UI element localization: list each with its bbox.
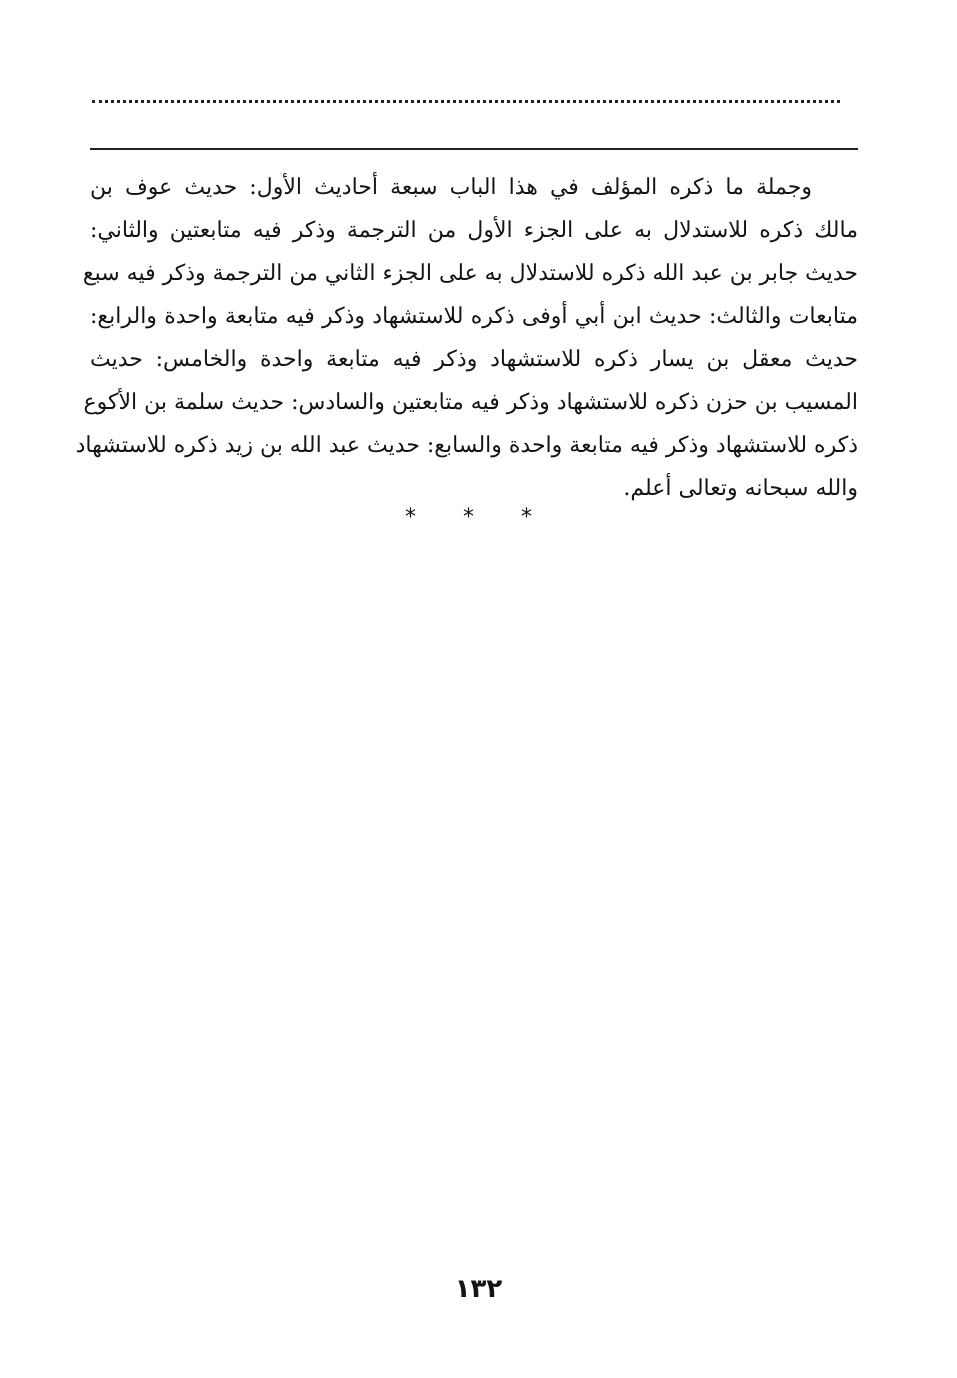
text-line: مالك ذكره للاستدلال به على الجزء الأول من الترجمة وذكر فيه متابعتين والثاني: xyxy=(90,218,858,243)
body-paragraph xyxy=(75,166,858,510)
text-line: متابعات والثالث: حديث ابن أبي أوفى ذكره للاستشهاد وذكر فيه متابعة واحدة والرابع: xyxy=(90,304,858,329)
text-line: المسيب بن حزن ذكره للاستشهاد وذكر فيه متابعتين والسادس: حديث سلمة بن الأكوع xyxy=(83,390,858,415)
dotted-rule xyxy=(92,100,840,103)
asterisk-separator: * * * xyxy=(405,505,552,530)
text-line: ذكره للاستشهاد وذكر فيه متابعة واحدة والسابع: حديث عبد الله بن زيد ذكره للاستشهاد xyxy=(75,433,858,458)
text-line: والله سبحانه وتعالى أعلم. xyxy=(623,476,858,501)
text-line: حديث جابر بن عبد الله ذكره للاستدلال به على الجزء الثاني من الترجمة وذكر فيه سبع xyxy=(82,261,858,286)
footnote-separator-rule xyxy=(90,148,858,150)
text-line: حديث معقل بن يسار ذكره للاستشهاد وذكر فيه متابعة واحدة والخامس: حديث xyxy=(90,347,858,372)
text-line: وجملة ما ذكره المؤلف في هذا الباب سبعة أحاديث الأول: حديث عوف بن xyxy=(90,175,812,200)
page-number: ١٣٢ xyxy=(454,1274,503,1304)
